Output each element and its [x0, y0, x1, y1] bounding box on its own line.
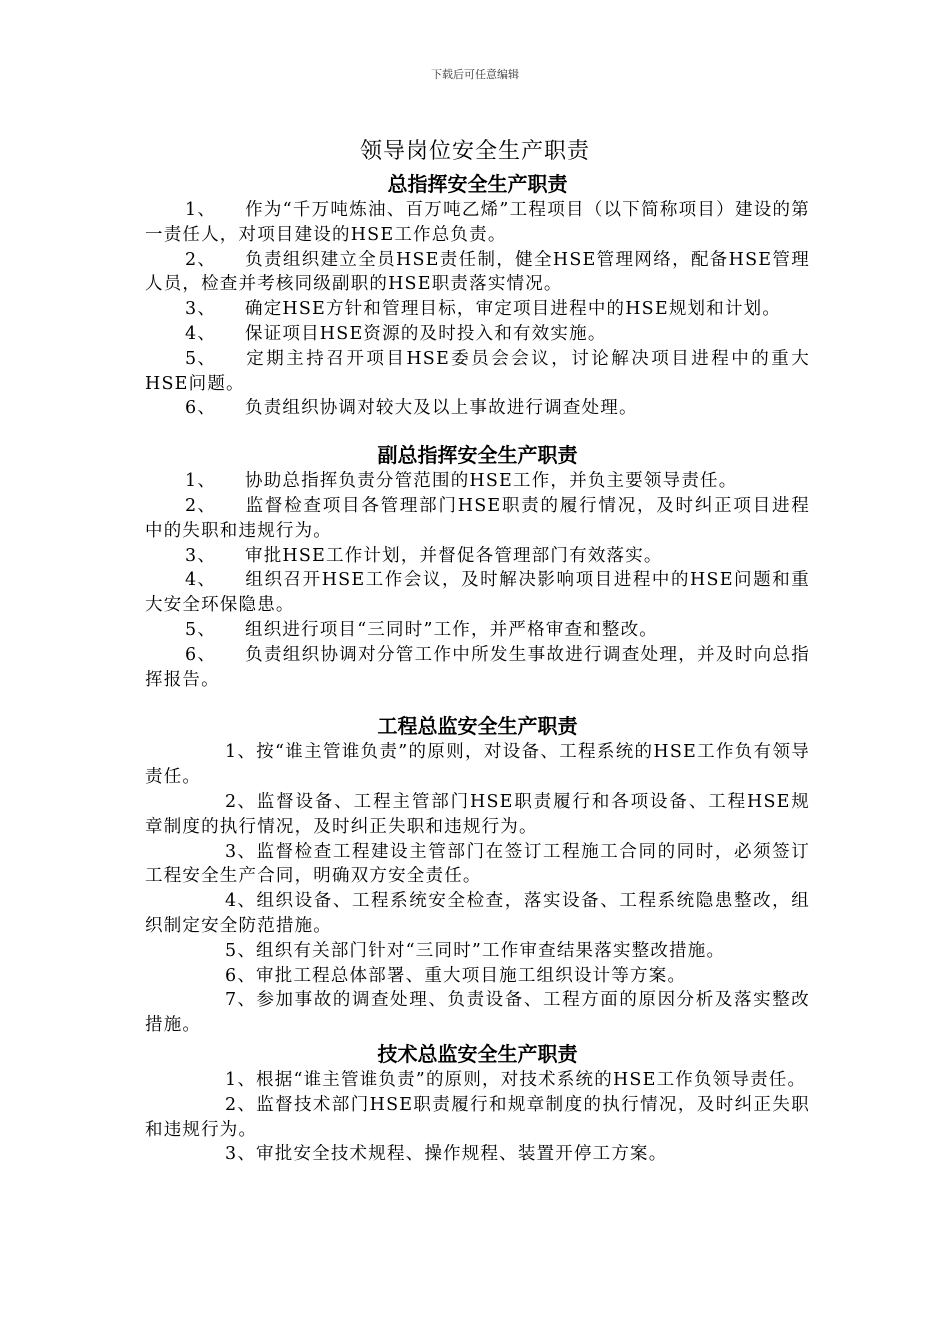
list-item: [145, 1142, 810, 1167]
item-number: 3、: [185, 299, 217, 320]
item-number: 2、: [225, 791, 257, 812]
list-item: [145, 469, 810, 494]
list-item: [145, 964, 810, 989]
item-number: 5、: [225, 940, 257, 961]
item-text: 监督检查工程建设主管部门在签订工程施工合同的同时，必须签订工程安全生产合同，明确双方安全责任。: [145, 841, 810, 887]
section-technical-director: [145, 1040, 810, 1167]
item-number: 4、: [185, 323, 217, 344]
list-item: [145, 988, 810, 1038]
list-item: [145, 889, 810, 939]
list-item: [145, 1068, 810, 1093]
item-text: 组织进行项目“三同时”工作，并严格审查和整改。: [245, 619, 658, 640]
item-number: 2、: [225, 1094, 257, 1115]
item-number: 1、: [225, 742, 257, 763]
item-number: 6、: [185, 398, 217, 419]
section-engineering-director: [145, 712, 810, 1038]
item-text: 按“谁主管谁负责”的原则，对设备、工程系统的HSE工作负有领导责任。: [145, 742, 810, 788]
item-text: 负责组织协调对较大及以上事故进行调查处理。: [245, 398, 638, 419]
list-item: [145, 840, 810, 890]
list-item: [145, 396, 810, 421]
list-item: [145, 198, 810, 248]
item-text: 作为“千万吨炼油、百万吨乙烯”工程项目（以下简称项目）建设的第一责任人，对项目建设的HSE工作总负责。: [145, 200, 810, 245]
list-item: [145, 297, 810, 322]
item-number: 4、: [185, 570, 217, 591]
item-text: 组织召开HSE工作会议，及时解决影响项目进程中的HSE问题和重大安全环保隐患。: [145, 570, 810, 616]
section-deputy-commander: [145, 441, 810, 692]
item-number: 5、: [185, 348, 217, 369]
item-number: 1、: [225, 1069, 257, 1090]
page-title: 领导岗位安全生产职责: [359, 139, 590, 164]
list-item: [145, 494, 810, 544]
header-note: 下载后可任意编辑: [431, 68, 519, 81]
list-item: [145, 1093, 810, 1143]
item-text: 确定HSE方针和管理目标，审定项目进程中的HSE规划和计划。: [245, 299, 782, 320]
list-item: [145, 347, 810, 397]
item-text: 定期主持召开项目HSE委员会会议，讨论解决项目进程中的重大HSE问题。: [145, 348, 810, 394]
item-number: 3、: [185, 545, 217, 566]
item-text: 协助总指挥负责分管范围的HSE工作，并负主要领导责任。: [245, 471, 738, 492]
section-title: 副总指挥安全生产职责: [377, 443, 578, 468]
item-text: 组织设备、工程系统安全检查，落实设备、工程系统隐患整改，组织制定安全防范措施。: [145, 891, 810, 936]
list-item: [145, 740, 810, 790]
section-title: 技术总监安全生产职责: [377, 1041, 578, 1066]
section-chief-commander: [145, 170, 810, 421]
list-item: [145, 568, 810, 618]
item-text: 根据“谁主管谁负责”的原则，对技术系统的HSE工作负领导责任。: [256, 1069, 807, 1090]
item-number: 6、: [185, 644, 217, 665]
item-text: 负责组织建立全员HSE责任制，健全HSE管理网络，配备HSE管理人员，检查并考核同级副职的HSE职责落实情况。: [145, 249, 810, 295]
item-number: 5、: [185, 619, 217, 640]
item-text: 监督检查项目各管理部门HSE职责的履行情况，及时纠正项目进程中的失职和违规行为。: [145, 495, 810, 541]
list-item: [145, 248, 810, 298]
item-number: 6、: [225, 965, 257, 986]
item-number: 4、: [225, 891, 257, 912]
document-body: [145, 170, 810, 1167]
list-item: [145, 939, 810, 964]
item-number: 1、: [185, 471, 217, 492]
section-title: 工程总监安全生产职责: [377, 714, 578, 739]
item-text: 监督技术部门HSE职责履行和规章制度的执行情况，及时纠正失职和违规行为。: [145, 1094, 810, 1140]
item-text: 负责组织协调对分管工作中所发生事故进行调查处理，并及时向总指挥报告。: [145, 644, 810, 690]
item-text: 监督设备、工程主管部门HSE职责履行和各项设备、工程HSE规章制度的执行情况，及时纠正失职和违规行为。: [145, 791, 811, 837]
list-item: [145, 790, 810, 840]
list-item: [145, 544, 810, 569]
section-spacer: [145, 692, 810, 712]
item-text: 参加事故的调查处理、负责设备、工程方面的原因分析及落实整改措施。: [145, 990, 810, 1036]
item-number: 1、: [185, 200, 217, 220]
item-text: 审批HSE工作计划，并督促各管理部门有效落实。: [245, 545, 663, 566]
item-number: 7、: [225, 990, 257, 1011]
item-number: 2、: [185, 249, 217, 270]
section-title: 总指挥安全生产职责: [387, 172, 568, 196]
item-text: 保证项目HSE资源的及时投入和有效实施。: [245, 323, 607, 344]
item-number: 3、: [225, 1144, 257, 1165]
list-item: [145, 322, 810, 347]
list-item: [145, 643, 810, 693]
item-number: 3、: [225, 841, 257, 862]
item-number: 2、: [185, 495, 217, 516]
list-item: [145, 618, 810, 643]
item-text: 审批工程总体部署、重大项目施工组织设计等方案。: [256, 965, 687, 986]
item-text: 审批安全技术规程、操作规程、装置开停工方案。: [256, 1144, 668, 1165]
item-text: 组织有关部门针对“三同时”工作审查结果落实整改措施。: [256, 940, 726, 961]
section-spacer: [145, 421, 810, 441]
